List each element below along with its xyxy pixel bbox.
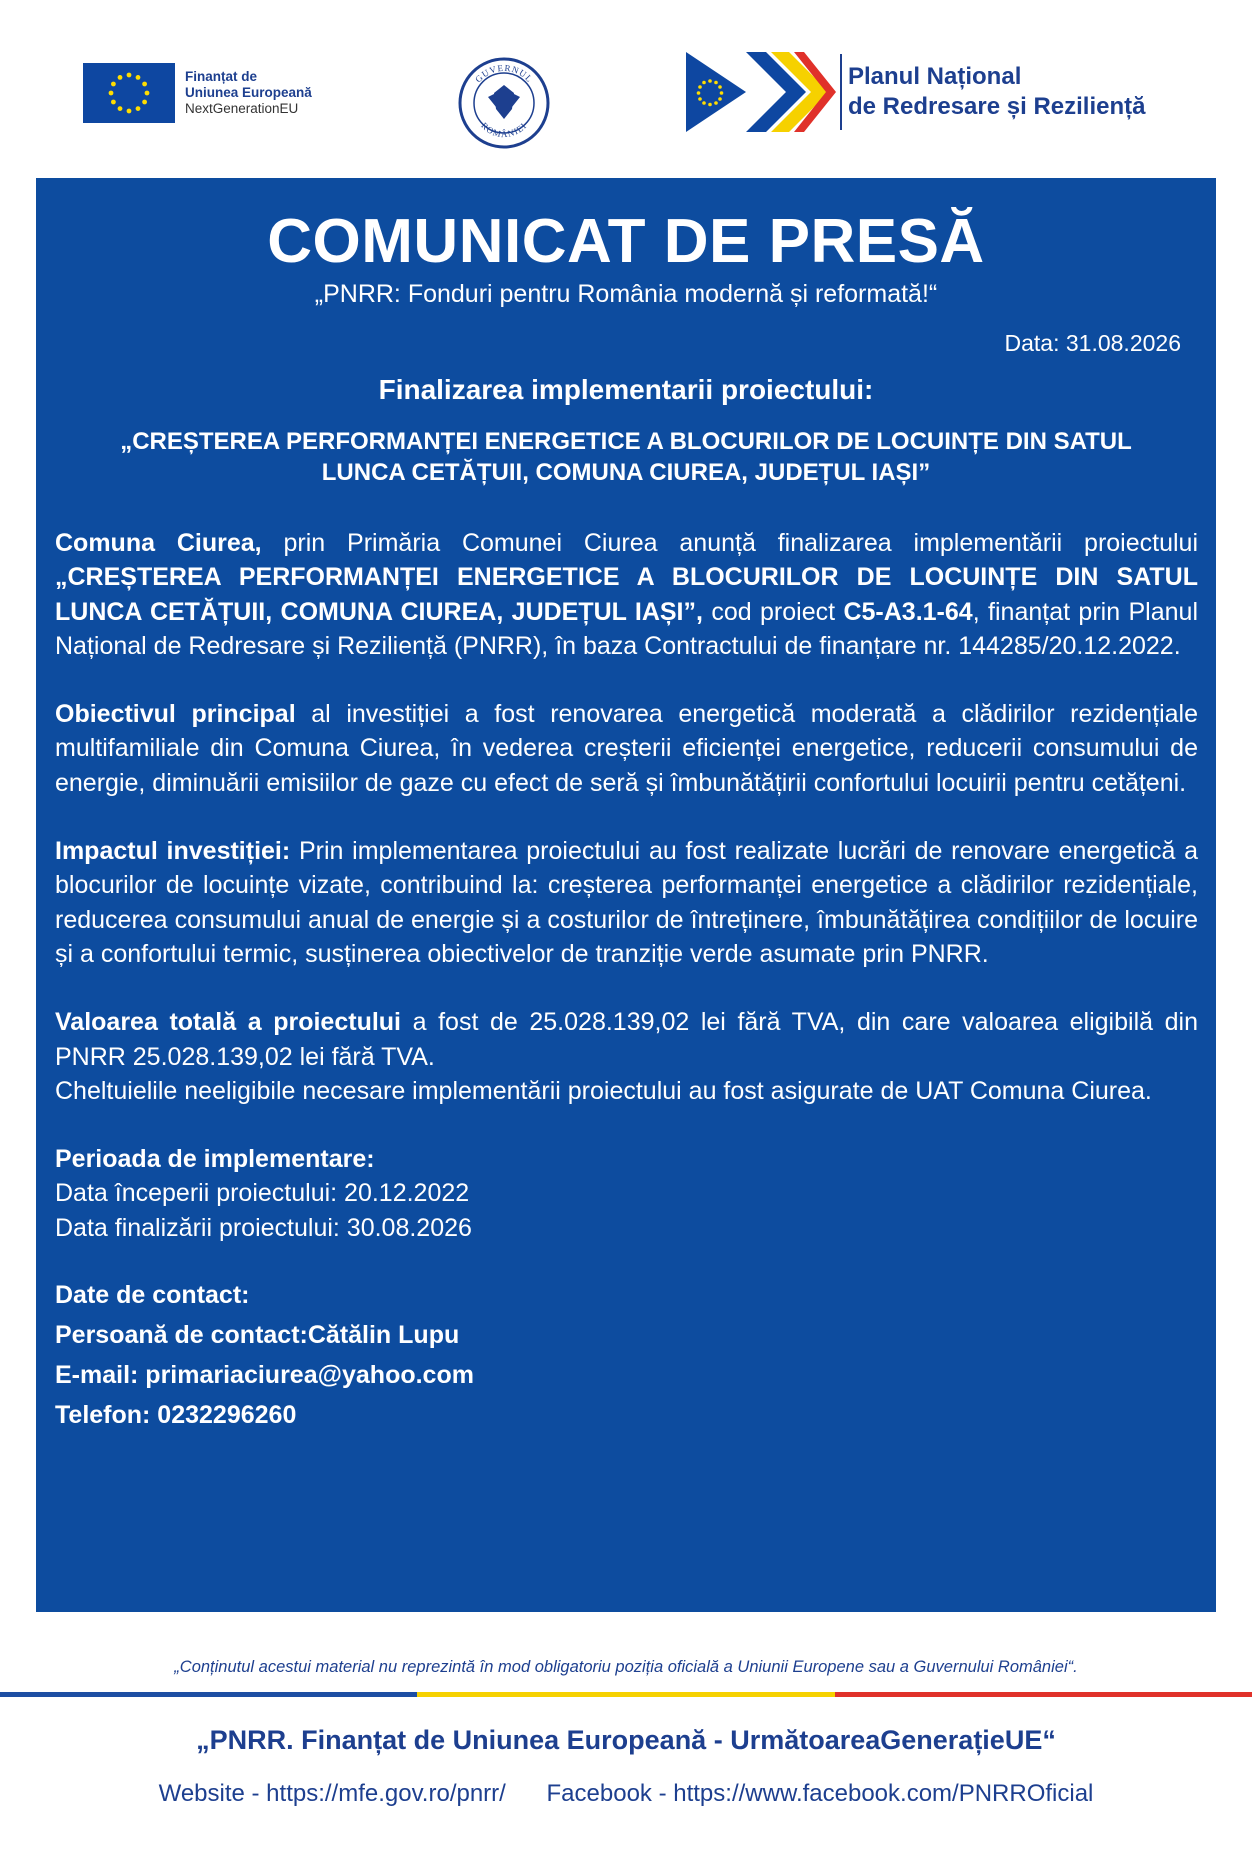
value-paragraph [55, 1005, 1198, 1074]
project-code: C5-A3.1-64 [843, 597, 973, 626]
website-link[interactable]: Website - https://mfe.gov.ro/pnrr/ [158, 1780, 506, 1807]
intro-text-2: cod proiect [702, 597, 844, 626]
release-date: Data: 31.08.2026 [1004, 330, 1181, 356]
value-text: a fost de 25.028.139,02 lei fără TVA, din care valoarea eligibilă din PNRR 25.028.139,02 lei fără TVA. [55, 1008, 1198, 1071]
completion-heading: Finalizarea implementarii proiectului: [378, 374, 874, 405]
objective-text: al investiției a fost renovarea energetică moderată a clădirilor rezidențiale multifamiliale din Comuna Ciurea, în vederea creșterii eficienței energetice, reducerii consumului de energie, diminuării emisiilor de gaze cu efect de seră și îmbunătățirii confortului locuirii pentru cetățeni. [55, 700, 1199, 797]
seal-top-text: GUVERNUL [473, 62, 535, 85]
period-end: Data finalizării proiectului: 30.08.2026 [55, 1213, 472, 1242]
contact-email: E-mail: primariaciurea@yahoo.com [55, 1361, 474, 1390]
contact-phone: Telefon: 0232296260 [55, 1401, 297, 1430]
eu-text-line1: Finanțat de [185, 69, 258, 84]
impact-text: Prin implementarea proiectului au fost realizate lucrări de renovare energetică a blocurilor de locuințe vizate, contribuind la: creșterea performanței energetice a clădirilor rezidențiale, reducerea consumului anual de energie și a costurilor de întreținere, îmbunătățirea condițiilor de locuire și a confortului termic, susținerea obiectivelor de tranziție verde asumate prin PNRR. [55, 837, 1199, 968]
intro-text-3: , finanțat prin Planul Național de Redresare și Reziliență (PNRR), în baza Contractului de finanțare nr. 144285/20.12.2022. [55, 597, 1198, 660]
contact-block [55, 1275, 1198, 1435]
logo-row [0, 0, 1252, 178]
eu-funding-logo [83, 63, 312, 123]
footer-links [0, 1780, 1252, 1808]
page-title: COMUNICAT DE PRESĂ [267, 207, 985, 276]
objective-paragraph [55, 697, 1198, 800]
seal-bottom-text: ROMÂNIEI [479, 120, 529, 140]
contact-person: Persoană de contact:Cătălin Lupu [55, 1321, 460, 1350]
facebook-link[interactable]: Facebook - https://www.facebook.com/PNRROficial [546, 1780, 1094, 1807]
press-release-panel [36, 178, 1216, 1612]
footer-slogan: „PNRR. Finanțat de Uniunea Europeană - UrmătoareaGenerațieUE“ [196, 1725, 1056, 1755]
disclaimer: „Conținutul acestui material nu reprezintă în mod obligatoriu poziția oficială a Uniunii Europene sau a Guvernului României“. [174, 1658, 1078, 1676]
project-title: „CREȘTEREA PERFORMANȚEI ENERGETICE A BLOCURILOR DE LOCUINȚE DIN SATUL LUNCA CETĂȚUII, COMUNA CIUREA, JUDEȚUL IAȘI” [120, 428, 1132, 486]
pnrr-logo [686, 52, 1145, 132]
pnrr-text-line2: de Redresare și Reziliență [848, 93, 1146, 120]
intro-paragraph [55, 526, 1198, 663]
period-start: Data începerii proiectului: 20.12.2022 [55, 1179, 470, 1208]
eu-text-line3: NextGenerationEU [185, 101, 299, 116]
intro-text-1: prin Primăria Comunei Ciurea anunță finalizarea implementării proiectului [261, 529, 1198, 557]
tricolor-divider [0, 1692, 1252, 1697]
period-heading: Perioada de implementare: [55, 1145, 375, 1174]
value-lead: Valoarea totală a proiectului [55, 1008, 401, 1037]
pnrr-text-line1: Planul Național [848, 63, 1022, 90]
pnrr-flag-icon [686, 52, 836, 132]
release-body [55, 526, 1198, 1435]
impact-paragraph [55, 834, 1198, 971]
objective-lead: Obiectivul principal [55, 700, 296, 729]
page-subtitle: „PNRR: Fonduri pentru România modernă și reformată!“ [314, 280, 938, 308]
government-seal-icon [458, 57, 550, 149]
eu-text-line2: Uniunea Europeană [185, 85, 312, 100]
intro-project: „CREȘTEREA PERFORMANȚEI ENERGETICE A BLOCURILOR DE LOCUINȚE DIN SATUL LUNCA CETĂȚUII, COMUNA CIUREA, JUDEȚUL IAȘI”, [55, 563, 1198, 626]
impact-lead: Impactul investiției: [55, 837, 291, 866]
contact-heading: Date de contact: [55, 1281, 250, 1310]
value-line-2: Cheltuielile neeligibile necesare implementării proiectului au fost asigurate de UAT Comuna Ciurea. [55, 1076, 1152, 1105]
eu-flag-icon [83, 63, 175, 123]
intro-lead: Comuna Ciurea, [55, 529, 262, 557]
